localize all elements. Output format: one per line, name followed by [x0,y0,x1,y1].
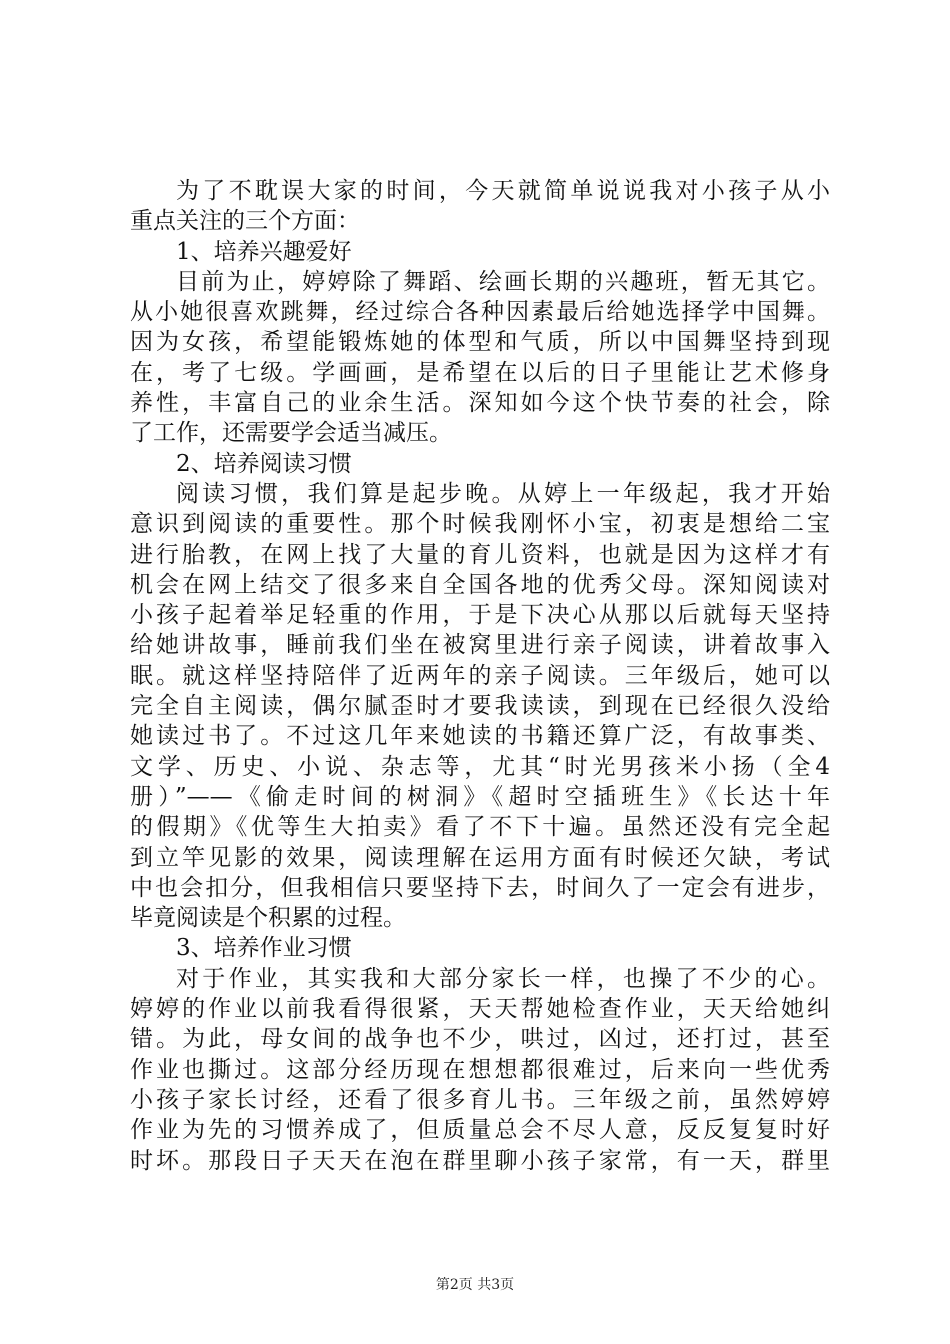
text-line: 完全自主阅读，偶尔腻歪时才要我读读，到现在已经很久没给 [130,693,830,720]
text-line: 进行胎教，在网上找了大量的育儿资料，也就是因为这样才有 [130,541,830,568]
text-line: 因为女孩，希望能锻炼她的体型和气质，所以中国舞坚持到现 [130,329,830,356]
text-line: 婷婷的作业以前我看得很紧，天天帮她检查作业，天天给她纠 [130,996,830,1023]
text-line: 到立竿见影的效果，阅读理解在运用方面有时候还欠缺，考试 [130,844,830,871]
text-line: 阅读习惯，我们算是起步晚。从婷上一年级起，我才开始 [176,480,830,507]
text-line: 意识到阅读的重要性。那个时候我刚怀小宝，初衷是想给二宝 [130,511,830,538]
text-line: 机会在网上结交了很多来自全国各地的优秀父母。深知阅读对 [130,571,830,598]
section-heading: 2、培养阅读习惯 [176,450,352,477]
text-line: 养性，丰富自己的业余生活。深知如今这个快节奏的社会，除 [130,390,830,417]
text-line: 小孩子家长讨经，还看了很多育儿书。三年级之前，虽然婷婷 [130,1086,830,1113]
text-line: 错。为此，母女间的战争也不少，哄过，凶过，还打过，甚至 [130,1026,830,1053]
text-line: 从小她很喜欢跳舞，经过综合各种因素最后给她选择学中国舞。 [130,299,830,326]
page-footer [0,1274,950,1294]
text-line: 时坏。那段日子天天在泡在群里聊小孩子家常，有一天，群里 [130,1147,830,1174]
document-body [130,176,830,1176]
text-line: 文学、历史、小说、杂志等，尤其“时光男孩米小扬（全4 [130,753,830,780]
text-line: 册）”——《偷走时间的树洞》《超时空插班生》《长达十年 [130,783,830,810]
text-line: 眠。就这样坚持陪伴了近两年的亲子阅读。三年级后，她可以 [130,662,830,689]
text-line: 重点关注的三个方面： [130,208,360,235]
text-line: 为了不耽误大家的时间，今天就简单说说我对小孩子从小 [176,178,830,204]
page-number: 第2页 共3页 [435,1277,515,1293]
text-line: 目前为止，婷婷除了舞蹈、绘画长期的兴趣班，暂无其它。 [176,268,830,295]
text-line: 作业也撕过。这部分经历现在想想都很难过，后来向一些优秀 [130,1056,830,1083]
text-line: 作业为先的习惯养成了，但质量总会不尽人意，反反复复时好 [130,1117,830,1144]
text-line: 中也会扣分，但我相信只要坚持下去，时间久了一定会有进步， [130,874,830,901]
text-line: 她读过书了。不过这几年来她读的书籍还算广泛，有故事类、 [130,723,830,750]
section-heading: 3、培养作业习惯 [176,935,352,962]
text-line: 的假期》《优等生大拍卖》看了不下十遍。虽然还没有完全起 [130,814,830,841]
text-line: 小孩子起着举足轻重的作用，于是下决心从那以后就每天坚持 [130,602,830,629]
text-line: 对于作业，其实我和大部分家长一样，也操了不少的心。 [176,965,830,992]
section-heading: 1、培养兴趣爱好 [176,238,352,265]
text-line: 毕竟阅读是个积累的过程。 [130,905,406,932]
text-line: 在，考了七级。学画画，是希望在以后的日子里能让艺术修身 [130,359,830,386]
text-line: 了工作，还需要学会适当减压。 [130,420,452,447]
text-line: 给她讲故事，睡前我们坐在被窝里进行亲子阅读，讲着故事入 [130,632,830,659]
